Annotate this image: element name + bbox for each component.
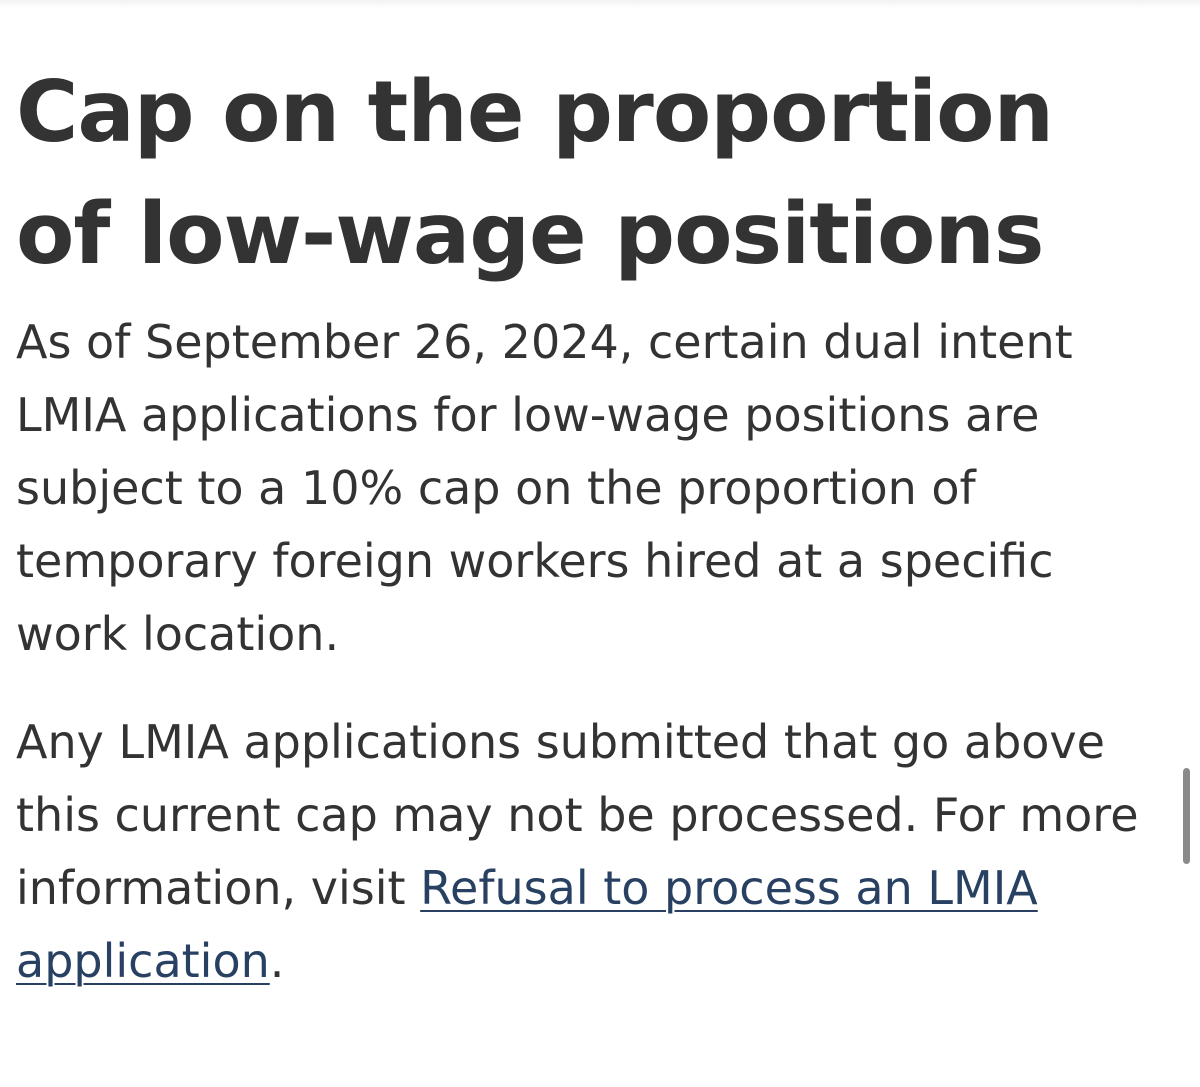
- processing-info-text: Any LMIA applications submitted that go above this current cap may not be processed. For more information, visit: [16, 715, 1139, 915]
- page-top-edge: [0, 0, 1200, 8]
- paragraph-end-punctuation: .: [269, 934, 285, 988]
- refusal-to-process-link[interactable]: Refusal to process an LMIA application: [16, 861, 1038, 988]
- processing-info-paragraph: [16, 706, 1156, 998]
- cap-description-paragraph: As of September 26, 2024, certain dual intent LMIA applications for low-wage positions are subject to a 10% cap on the proportion of temporary foreign workers hired at a specific work location.: [16, 315, 1073, 661]
- section-heading: Cap on the proportion of low-wage positions: [16, 63, 1054, 284]
- article-content: [16, 52, 1156, 998]
- vertical-scrollbar-thumb[interactable]: [1183, 768, 1190, 864]
